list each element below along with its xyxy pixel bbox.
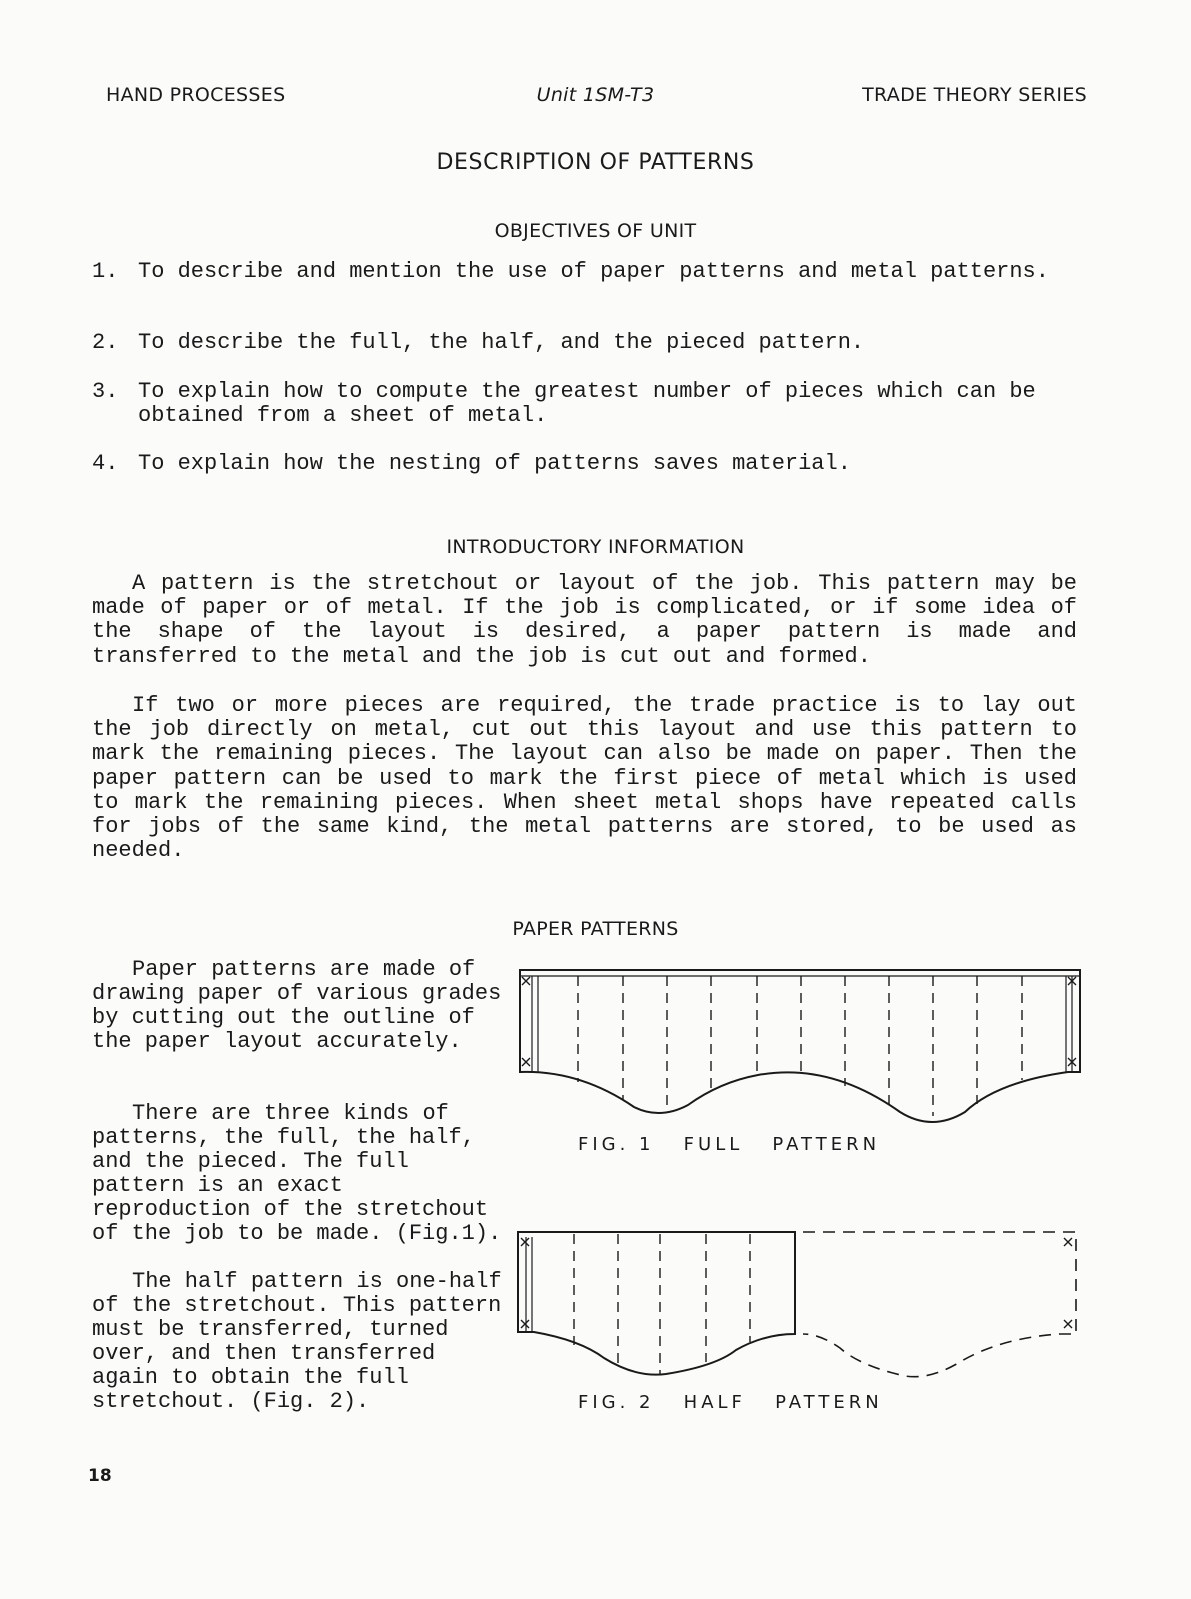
figure-1-full-pattern	[520, 970, 1080, 1122]
notch-marks-dashed	[1064, 1238, 1072, 1328]
paper-paragraph-1: Paper patterns are made of drawing paper of various grades by cutting out the outline of the paper layout accurately.	[92, 957, 502, 1054]
figure-2-half-pattern	[518, 1232, 1076, 1377]
notch-marks	[522, 977, 1076, 1066]
fold-lines	[574, 1234, 750, 1374]
objective-text: To describe the full, the half, and the pieced pattern.	[138, 330, 865, 355]
half-pattern-outline	[518, 1232, 795, 1375]
objective-number: 4.	[92, 451, 119, 476]
objective-number: 1.	[92, 259, 119, 284]
figure-2-caption: FIG. 2 HALF PATTERN	[578, 1392, 883, 1413]
intro-paragraph-2: If two or more pieces are required, the trade practice is to lay out the job directly on metal, cut out this layout and use this pattern to mark the remaining pieces. The layout can also be made on paper. Then the paper pattern can be used to mark the first piece of metal which is used to mark the remaining pieces. When sheet metal shops have repeated calls for jobs of the same kind, the metal patterns are stored, to be used as needed.	[92, 693, 1077, 864]
page-title: DESCRIPTION OF PATTERNS	[436, 150, 755, 175]
notch-marks	[521, 1238, 529, 1328]
header-unit: Unit 1SM-T3	[536, 84, 655, 106]
page-number: 18	[88, 1466, 112, 1486]
header-left: HAND PROCESSES	[106, 84, 286, 106]
full-pattern-outline	[520, 970, 1080, 1122]
mirrored-half-outline	[803, 1232, 1076, 1377]
objective-number: 3.	[92, 379, 119, 404]
objectives-heading: OBJECTIVES OF UNIT	[494, 220, 697, 242]
objective-text: To explain how the nesting of patterns saves material.	[138, 451, 851, 476]
objective-text: To describe and mention the use of paper patterns and metal patterns.	[138, 259, 1049, 284]
fold-lines	[578, 976, 1022, 1116]
objective-number: 2.	[92, 330, 119, 355]
figure-1-caption: FIG. 1 FULL PATTERN	[578, 1134, 881, 1155]
intro-heading: INTRODUCTORY INFORMATION	[446, 536, 745, 558]
objective-text: To explain how to compute the greatest number of pieces which can be obtained from a sheet of metal.	[138, 379, 1036, 428]
intro-paragraph-1: A pattern is the stretchout or layout of the job. This pattern may be made of paper or of metal. If the job is complicated, or if some idea of the shape of the layout is desired, a paper pattern is made and transferred to the metal and the job is cut out and formed.	[92, 571, 1077, 669]
paper-patterns-heading: PAPER PATTERNS	[512, 918, 679, 940]
paper-paragraph-3: The half pattern is one-half of the stretchout. This pattern must be transferred, turned over, and then transferred again to obtain the full stretchout. (Fig. 2).	[92, 1269, 502, 1414]
header-right: TRADE THEORY SERIES	[862, 84, 1087, 106]
paper-paragraph-2: There are three kinds of patterns, the full, the half, and the pieced. The full pattern is an exact reproduction of the stretchout of the job to be made. (Fig.1).	[92, 1101, 502, 1246]
